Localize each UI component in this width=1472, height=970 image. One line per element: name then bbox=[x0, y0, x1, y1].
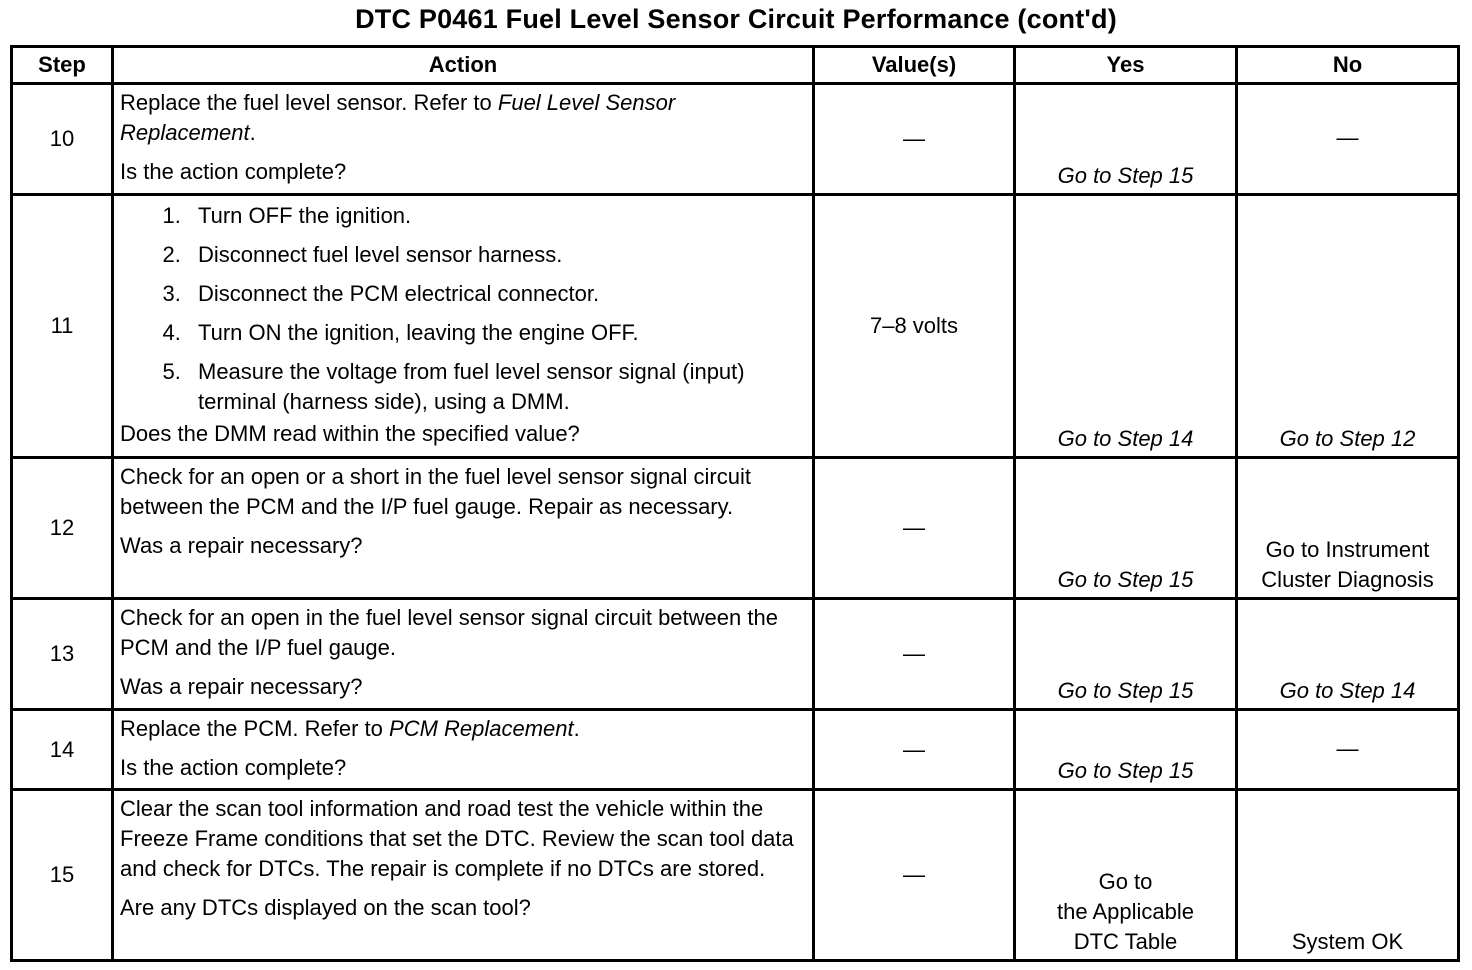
reference-link: PCM Replacement bbox=[389, 716, 574, 741]
header-row bbox=[12, 47, 1459, 84]
step-number: 13 bbox=[12, 599, 113, 710]
step-number: 11 bbox=[12, 195, 113, 458]
action-question: Was a repair necessary? bbox=[120, 674, 363, 699]
yes-cell: Go to Step 15 bbox=[1015, 458, 1237, 599]
no-cell: — bbox=[1237, 84, 1459, 195]
action-cell bbox=[113, 790, 814, 961]
step-number: 12 bbox=[12, 458, 113, 599]
action-cell bbox=[113, 84, 814, 195]
yes-cell: Go to Step 15 bbox=[1015, 710, 1237, 790]
table-row-step-13 bbox=[12, 599, 1459, 710]
table-row-step-12 bbox=[12, 458, 1459, 599]
value-cell: 7–8 volts bbox=[814, 195, 1015, 458]
value-cell: — bbox=[814, 790, 1015, 961]
action-cell bbox=[113, 710, 814, 790]
header-yes: Yes bbox=[1015, 47, 1237, 84]
substep-item: 2. Disconnect fuel level sensor harness. bbox=[187, 240, 804, 270]
action-question: Is the action complete? bbox=[120, 755, 347, 780]
action-cell bbox=[113, 458, 814, 599]
yes-cell: Go to the Applicable DTC Table bbox=[1015, 790, 1237, 961]
page-title: DTC P0461 Fuel Level Sensor Circuit Performance (cont'd) bbox=[355, 4, 1117, 34]
value-cell: — bbox=[814, 84, 1015, 195]
table-row-step-10 bbox=[12, 84, 1459, 195]
substep-item: 5. Measure the voltage from fuel level sensor signal (input) terminal (harness side), using a DMM. bbox=[187, 357, 804, 417]
substep-list bbox=[120, 201, 804, 417]
action-text: Check for an open in the fuel level sensor signal circuit between the PCM and the I/P fuel gauge. bbox=[120, 605, 778, 660]
yes-cell: Go to Step 15 bbox=[1015, 84, 1237, 195]
no-cell: System OK bbox=[1237, 790, 1459, 961]
table-row-step-15 bbox=[12, 790, 1459, 961]
diagnostic-table bbox=[10, 45, 1460, 962]
value-cell: — bbox=[814, 710, 1015, 790]
reference-link: Fuel Level Sensor Replacement bbox=[120, 90, 676, 145]
substep-item: 1. Turn OFF the ignition. bbox=[187, 201, 804, 231]
header-step: Step bbox=[12, 47, 113, 84]
action-text: Replace the fuel level sensor. Refer to Fuel Level Sensor Replacement. bbox=[120, 90, 676, 145]
action-cell bbox=[113, 599, 814, 710]
action-text: Clear the scan tool information and road test the vehicle within the Freeze Frame conditions that set the DTC. Review the scan tool data and check for DTCs. The repair is complete if no DTCs are stored. bbox=[120, 796, 794, 881]
no-cell: — bbox=[1237, 710, 1459, 790]
step-number: 10 bbox=[12, 84, 113, 195]
value-cell: — bbox=[814, 458, 1015, 599]
yes-cell: Go to Step 15 bbox=[1015, 599, 1237, 710]
action-question: Is the action complete? bbox=[120, 159, 347, 184]
action-question: Was a repair necessary? bbox=[120, 533, 363, 558]
no-cell: Go to Step 12 bbox=[1237, 195, 1459, 458]
action-question: Are any DTCs displayed on the scan tool? bbox=[120, 895, 531, 920]
substep-item: 3. Disconnect the PCM electrical connector. bbox=[187, 279, 804, 309]
table-row-step-14 bbox=[12, 710, 1459, 790]
substep-item: 4. Turn ON the ignition, leaving the engine OFF. bbox=[187, 318, 804, 348]
header-values: Value(s) bbox=[814, 47, 1015, 84]
action-text: Check for an open or a short in the fuel level sensor signal circuit between the PCM and the I/P fuel gauge. Repair as necessary. bbox=[120, 464, 751, 519]
no-cell: Go to Instrument Cluster Diagnosis bbox=[1237, 458, 1459, 599]
yes-cell: Go to Step 14 bbox=[1015, 195, 1237, 458]
action-cell bbox=[113, 195, 814, 458]
step-number: 15 bbox=[12, 790, 113, 961]
table-row-step-11 bbox=[12, 195, 1459, 458]
value-cell: — bbox=[814, 599, 1015, 710]
header-action: Action bbox=[113, 47, 814, 84]
action-text: Replace the PCM. Refer to PCM Replacement. bbox=[120, 716, 580, 741]
header-no: No bbox=[1237, 47, 1459, 84]
step-number: 14 bbox=[12, 710, 113, 790]
no-cell: Go to Step 14 bbox=[1237, 599, 1459, 710]
action-question: Does the DMM read within the specified value? bbox=[120, 421, 580, 446]
